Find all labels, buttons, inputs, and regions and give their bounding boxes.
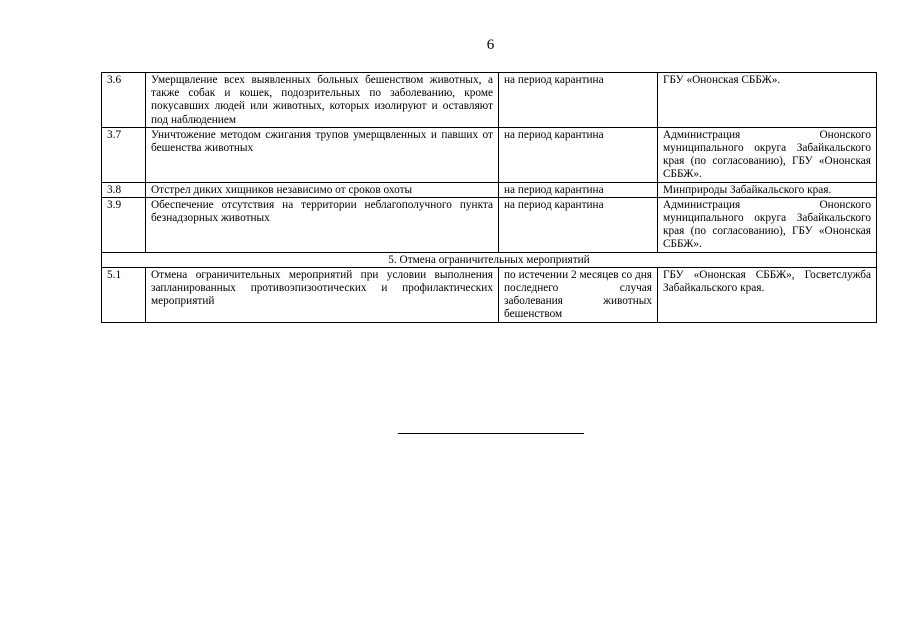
row-number: 5.1 (102, 267, 146, 322)
row-term: на период карантина (499, 197, 658, 252)
table-row (102, 182, 877, 197)
page-number: 6 (486, 37, 495, 53)
section-header-row (102, 252, 877, 267)
row-responsible: Администрация Ононского муниципального округа Забайкальского края (по согласованию), ГБУ «Ононская СББЖ». (658, 127, 877, 182)
row-term: на период карантина (499, 182, 658, 197)
table-row (102, 197, 877, 252)
row-action: Уничтожение методом сжигания трупов умерщвленных и павших от бешенства животных (146, 127, 499, 182)
section-title: 5. Отмена ограничительных мероприятий (102, 252, 877, 267)
row-term: по истечении 2 месяцев со дня последнего случая заболевания животных бешенством (499, 267, 658, 322)
table-row (102, 127, 877, 182)
row-number: 3.7 (102, 127, 146, 182)
row-number: 3.8 (102, 182, 146, 197)
row-number: 3.6 (102, 73, 146, 128)
row-responsible: Администрация Ононского муниципального округа Забайкальского края (по согласованию), ГБУ «Ононская СББЖ». (658, 197, 877, 252)
row-responsible: ГБУ «Ононская СББЖ». (658, 73, 877, 128)
row-term: на период карантина (499, 73, 658, 128)
row-action: Обеспечение отсутствия на территории неблагополучного пункта безнадзорных животных (146, 197, 499, 252)
row-action: Отстрел диких хищников независимо от сроков охоты (146, 182, 499, 197)
row-responsible: ГБУ «Ононская СББЖ», Госветслужба Забайкальского края. (658, 267, 877, 322)
table-row (102, 73, 877, 128)
row-number: 3.9 (102, 197, 146, 252)
row-term: на период карантина (499, 127, 658, 182)
measures-table (101, 72, 877, 323)
table-row (102, 267, 877, 322)
row-action: Отмена ограничительных мероприятий при условии выполнения запланированных противоэпизоотических и профилактических мероприятий (146, 267, 499, 322)
row-responsible: Минприроды Забайкальского края. (658, 182, 877, 197)
end-divider-line (398, 433, 584, 434)
row-action: Умерщвление всех выявленных больных бешенством животных, а также собак и кошек, подозрительных по заболеванию, кроме покусавших людей или животных, которых изолируют и оставляют под наблюдением (146, 73, 499, 128)
